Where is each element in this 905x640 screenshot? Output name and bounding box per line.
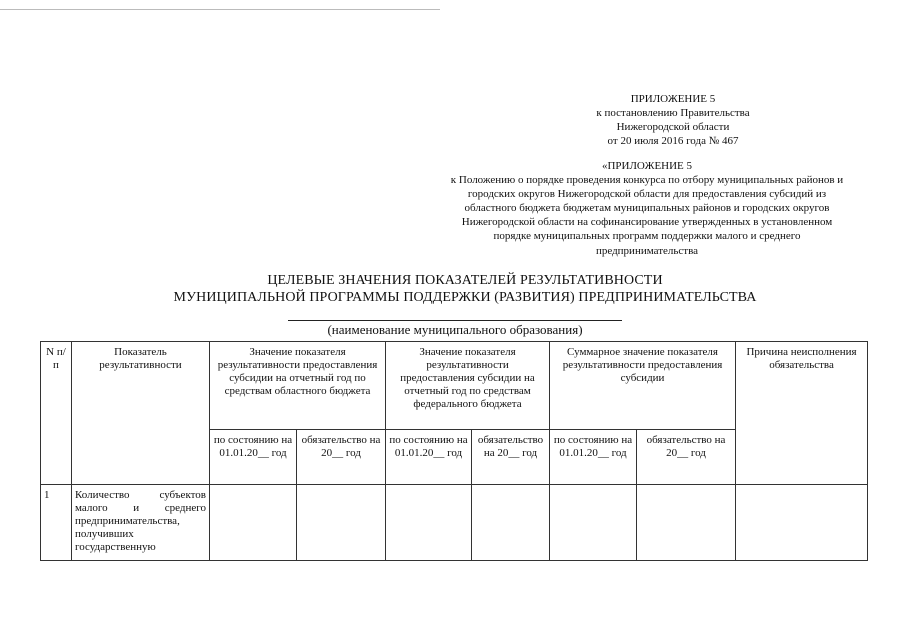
indicators-table <box>40 341 868 561</box>
subheader-regional-obligation: обязательство на 20__ год <box>297 430 386 485</box>
appendix-line: к постановлению Правительства <box>596 107 750 119</box>
regulation-line: к Положению о порядке проведения конкурса по отбору муниципальных районов и <box>450 174 844 187</box>
row-indicator: Количество субъектов малого и среднего предпринимательства, получивших государственную <box>72 485 210 561</box>
municipality-caption: (наименование муниципального образования) <box>327 322 583 337</box>
row-federal-as-of <box>386 485 472 561</box>
row-regional-as-of <box>210 485 297 561</box>
regulation-block <box>412 159 882 258</box>
header-reason: Причина неисполнения обязательства <box>736 342 868 485</box>
table-header-row <box>41 342 868 430</box>
title-line: МУНИЦИПАЛЬНОЙ ПРОГРАММЫ ПОДДЕРЖКИ (РАЗВИТИЯ) ПРЕДПРИНИМАТЕЛЬСТВА <box>173 290 757 305</box>
regulation-line: «ПРИЛОЖЕНИЕ 5 <box>601 160 693 172</box>
scan-top-rule <box>0 9 440 10</box>
regulation-line: порядке муниципальных программ поддержки малого и среднего <box>493 230 801 243</box>
header-federal-budget: Значение показателя результативности предоставления субсидии на отчетный год по средствам федерального бюджета <box>386 342 550 430</box>
appendix-block <box>566 92 780 148</box>
row-reason <box>736 485 868 561</box>
regulation-line: предпринимательства <box>595 244 699 257</box>
row-total-obligation <box>637 485 736 561</box>
subheader-total-obligation: обязательство на 20__ год <box>637 430 736 485</box>
subheader-federal-as-of: по состоянию на 01.01.20__ год <box>386 430 472 485</box>
subheader-federal-obligation: обязательство на 20__ год <box>472 430 550 485</box>
regulation-line: городских округов Нижегородской области для предоставления субсидий из <box>467 188 827 201</box>
table-row <box>41 485 868 561</box>
row-total-as-of <box>550 485 637 561</box>
row-federal-obligation <box>472 485 550 561</box>
header-total: Суммарное значение показателя результативности предоставления субсидии <box>550 342 736 430</box>
appendix-line: Нижегородской области <box>616 121 730 133</box>
header-number: N п/п <box>41 342 72 485</box>
appendix-line: от 20 июля 2016 года № 467 <box>607 135 739 147</box>
regulation-line: областного бюджета бюджетам муниципальных районов и городских округов <box>464 202 830 215</box>
title-line: ЦЕЛЕВЫЕ ЗНАЧЕНИЯ ПОКАЗАТЕЛЕЙ РЕЗУЛЬТАТИВНОСТИ <box>267 273 663 288</box>
regulation-line: Нижегородской области на софинансирование утвержденных в установленном <box>461 216 833 229</box>
subheader-total-as-of: по состоянию на 01.01.20__ год <box>550 430 637 485</box>
appendix-line: ПРИЛОЖЕНИЕ 5 <box>630 93 716 105</box>
header-indicator: Показатель результативности <box>72 342 210 485</box>
municipality-underline <box>288 320 622 321</box>
row-number: 1 <box>41 485 72 561</box>
row-regional-obligation <box>297 485 386 561</box>
document-title <box>80 272 850 306</box>
header-regional-budget: Значение показателя результативности предоставления субсидии на отчетный год по средствам областного бюджета <box>210 342 386 430</box>
subheader-regional-as-of: по состоянию на 01.01.20__ год <box>210 430 297 485</box>
